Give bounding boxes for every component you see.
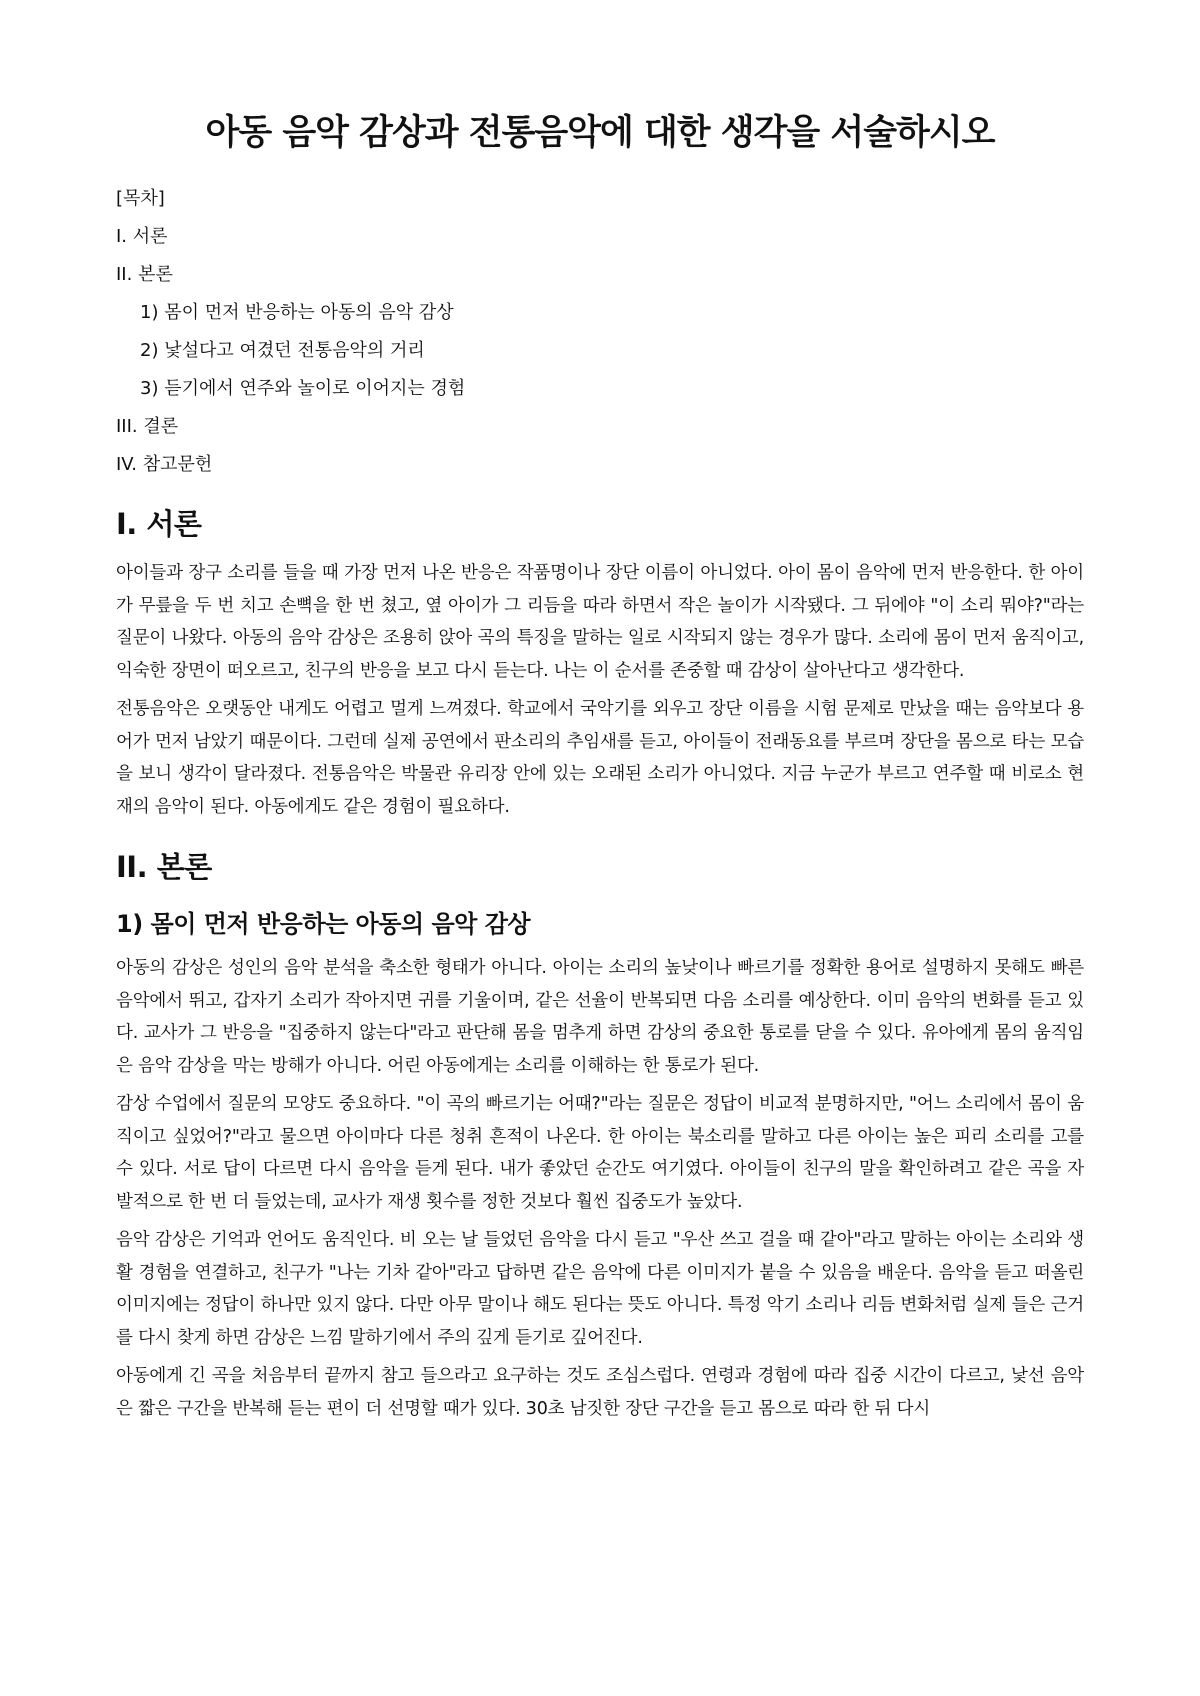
toc-item: 2) 낯설다고 여겼던 전통음악의 거리 — [140, 339, 425, 361]
section-heading-intro: I. 서론 — [116, 506, 202, 541]
toc-item: I. 서론 — [116, 225, 168, 247]
toc-item: III. 결론 — [116, 415, 179, 437]
paragraph: 음악 감상은 기억과 언어도 움직인다. 비 오는 날 들었던 음악을 다시 듣고 "우산 쓰고 걸을 때 같아"라고 말하는 아이는 소리와 생활 경험을 연결하고, 친구가 "나는 기차 같아"라고 답하면 같은 음악에 다른 이미지가 붙을 수 있음을 배운다. 음악을 듣고 떠올린 이미지에는 정답이 하나만 있지 않다. 다만 아무 말이나 해도 된다는 뜻도 아니다. 특정 악기 소리나 리듬 변화처럼 실제 들은 근거를 다시 찾게 하면 감상은 느낌 말하기에서 주의 깊게 듣기로 깊어진다. — [116, 1230, 1084, 1348]
paragraph: 아동의 감상은 성인의 음악 분석을 축소한 형태가 아니다. 아이는 소리의 높낮이나 빠르기를 정확한 용어로 설명하지 못해도 빠른 음악에서 뛰고, 갑자기 소리가 작아지면 귀를 기울이며, 같은 선율이 반복되면 다음 소리를 예상한다. 이미 음악의 변화를 듣고 있다. 교사가 그 반응을 "집중하지 않는다"라고 판단해 몸을 멈추게 하면 감상의 중요한 통로를 닫을 수 있다. 유아에게 몸의 움직임은 음악 감상을 막는 방해가 아니다. 어린 아동에게는 소리를 이해하는 한 통로가 된다. — [116, 958, 1084, 1076]
table-of-contents — [116, 180, 1084, 484]
paragraph: 전통음악은 오랫동안 내게도 어렵고 멀게 느껴졌다. 학교에서 국악기를 외우고 장단 이름을 시험 문제로 만났을 때는 음악보다 용어가 먼저 남았기 때문이다. 그런데 실제 공연에서 판소리의 추임새를 듣고, 아이들이 전래동요를 부르며 장단을 몸으로 타는 모습을 보니 생각이 달라졌다. 전통음악은 박물관 유리장 안에 있는 오래된 소리가 아니었다. 지금 누군가 부르고 연주할 때 비로소 현재의 음악이 된다. 아동에게도 같은 경험이 필요하다. — [116, 699, 1084, 817]
toc-item: IV. 참고문헌 — [116, 453, 213, 475]
toc-item: 3) 듣기에서 연주와 놀이로 이어지는 경험 — [140, 377, 466, 399]
toc-heading: [목차] — [116, 187, 165, 209]
paragraph: 감상 수업에서 질문의 모양도 중요하다. "이 곡의 빠르기는 어때?"라는 질문은 정답이 비교적 분명하지만, "어느 소리에서 몸이 움직이고 싶었어?"라고 물으면 아이마다 다른 청취 흔적이 나온다. 한 아이는 북소리를 말하고 다른 아이는 높은 피리 소리를 고를 수 있다. 서로 답이 다르면 다시 음악을 듣게 된다. 내가 좋았던 순간도 여기였다. 아이들이 친구의 말을 확인하려고 같은 곡을 자발적으로 한 번 더 들었는데, 교사가 재생 횟수를 정한 것보다 훨씬 집중도가 높았다. — [116, 1094, 1084, 1212]
toc-item: 1) 몸이 먼저 반응하는 아동의 음악 감상 — [140, 301, 454, 323]
toc-item: II. 본론 — [116, 263, 173, 285]
subsection-heading: 1) 몸이 먼저 반응하는 아동의 음악 감상 — [116, 910, 531, 939]
document-title: 아동 음악 감상과 전통음악에 대한 생각을 서술하시오 — [205, 113, 995, 153]
paragraph: 아이들과 장구 소리를 들을 때 가장 먼저 나온 반응은 작품명이나 장단 이름이 아니었다. 아이 몸이 음악에 먼저 반응한다. 한 아이가 무릎을 두 번 치고 손뼉을 한 번 쳤고, 옆 아이가 그 리듬을 따라 하면서 작은 놀이가 시작됐다. 그 뒤에야 "이 소리 뭐야?"라는 질문이 나왔다. 아동의 음악 감상은 조용히 앉아 곡의 특징을 말하는 일로 시작되지 않는 경우가 많다. 소리에 몸이 먼저 움직이고, 익숙한 장면이 떠오르고, 친구의 반응을 보고 다시 듣는다. 나는 이 순서를 존중할 때 감상이 살아난다고 생각한다. — [116, 563, 1084, 681]
paragraph: 아동에게 긴 곡을 처음부터 끝까지 참고 들으라고 요구하는 것도 조심스럽다. 연령과 경험에 따라 집중 시간이 다르고, 낯선 음악은 짧은 구간을 반복해 듣는 편이 더 선명할 때가 있다. 30초 남짓한 장단 구간을 듣고 몸으로 따라 한 뒤 다시 — [116, 1366, 1084, 1419]
toc-list — [116, 218, 1084, 484]
section-heading-body: II. 본론 — [116, 850, 212, 885]
